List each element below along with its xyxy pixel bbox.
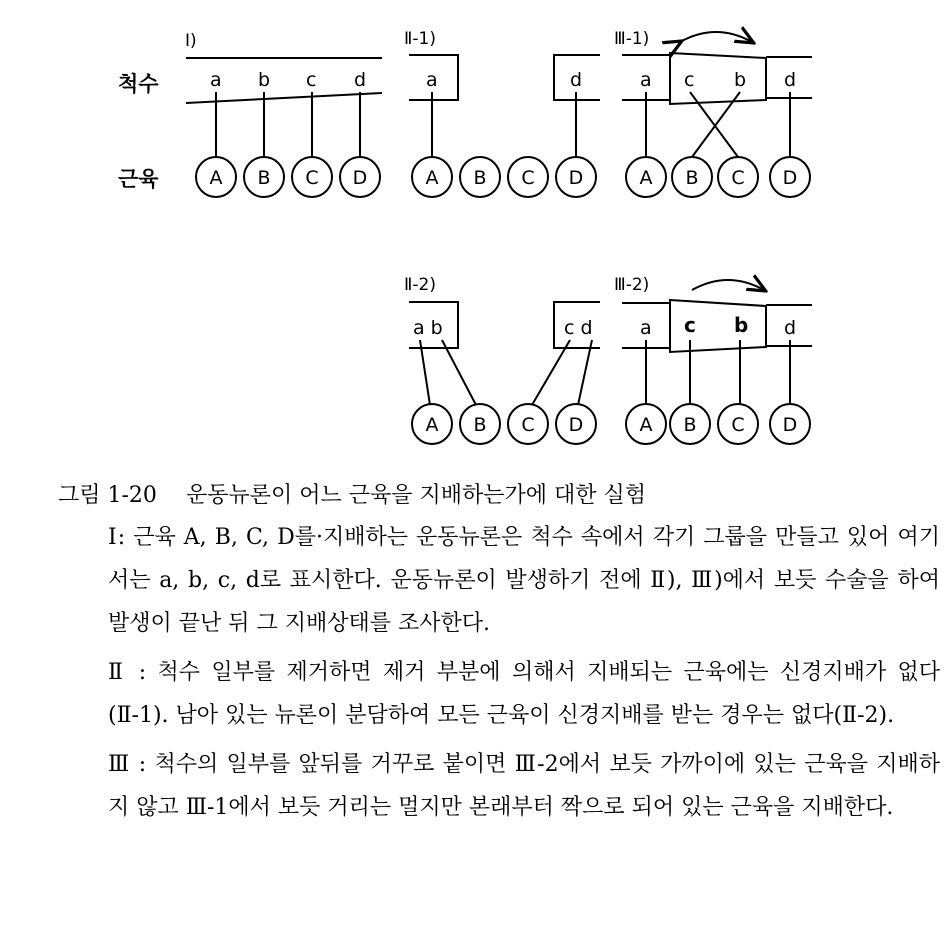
neuron-label-d: d [570,69,583,91]
muscle-label-C: C [521,167,535,189]
muscle-label-B: B [473,167,487,189]
neuron-label-d: d [784,317,797,339]
panel-label-II-1: Ⅱ-1) [404,29,436,49]
muscle-label-A: A [639,414,653,436]
muscle-label-D: D [352,167,368,189]
panel-II-2 [404,275,600,444]
muscle-label-B: B [683,414,697,436]
neuron-label-b: b [258,69,271,91]
panel-III-2 [614,275,812,444]
neuron-label-b: b [734,313,749,337]
neuron-label-a: a [640,69,652,91]
muscle-label-C: C [305,167,319,189]
muscle-label-D: D [782,414,798,436]
panel-label-I: Ⅰ) [185,31,197,51]
spinal-cord-label: 척수 [118,72,159,96]
panel-label-III-1: Ⅲ-1) [614,29,650,49]
caption-paragraph-II: Ⅱ : 척수 일부를 제거하면 제거 부분에 의해서 지배되는 근육에는 신경지배가 없다(Ⅱ-1). 남아 있는 뉴론이 분담하여 모든 근육이 신경지배를 받는 경우는 없다(Ⅱ-2). [108,660,940,728]
caption-paragraph-III: Ⅲ : 척수의 일부를 앞뒤를 거꾸로 붙이면 Ⅲ-2에서 보듯 가까이에 있는 근육을 지배하지 않고 Ⅲ-1에서 보듯 거리는 멀지만 본래부터 짝으로 되어 있는 근육을 지배한다. [108,752,940,820]
panel-II-1 [404,29,600,197]
muscle-label-A: A [425,414,439,436]
panel-label-II-2: Ⅱ-2) [404,275,436,295]
muscle-label-B: B [473,414,487,436]
neuron-label-a: a [210,69,222,91]
muscle-label-D: D [782,167,798,189]
figure-title: 운동뉴론이 어느 근육을 지배하는가에 대한 실험 [185,483,646,508]
panel-label-III-2: Ⅲ-2) [614,275,650,295]
neuron-label-a: a [640,317,652,339]
neuron-label-c: c [306,69,317,91]
muscle-label: 근육 [118,167,159,191]
neuron-label-ab: a b [413,317,443,339]
figure-caption [58,476,938,829]
muscle-label-B: B [685,167,699,189]
muscle-label-D: D [568,167,584,189]
neuron-label-c: c [684,313,696,337]
muscle-label-C: C [731,167,745,189]
muscle-label-C: C [731,414,745,436]
figure-number: 그림 1-20 [58,483,157,508]
neuron-label-b: b [734,69,747,91]
muscle-label-D: D [568,414,584,436]
caption-paragraph-I: Ⅰ: 근육 A, B, C, D를·지배하는 운동뉴론은 척수 속에서 각기 그룹을 만들고 있어 여기서는 a, b, c, d로 표시한다. 운동뉴론이 발생하기 전에 Ⅱ), Ⅲ)에서 보듯 수술을 하여 발생이 끝난 뒤 그 지배상태를 조사한다. [108,525,940,636]
muscle-label-A: A [209,167,223,189]
neuron-label-d: d [784,69,797,91]
panel-I [185,31,382,197]
caption-title [58,476,938,516]
muscle-label-C: C [521,414,535,436]
muscle-label-A: A [639,167,653,189]
muscle-label-B: B [257,167,271,189]
neuron-label-d: d [354,69,367,91]
neuron-label-c: c [684,69,695,91]
neuron-label-a: a [426,69,438,91]
panel-III-1 [614,29,812,197]
muscle-label-A: A [425,167,439,189]
neuron-label-cd: c d [564,317,593,339]
motor-neuron-diagram [0,0,950,470]
